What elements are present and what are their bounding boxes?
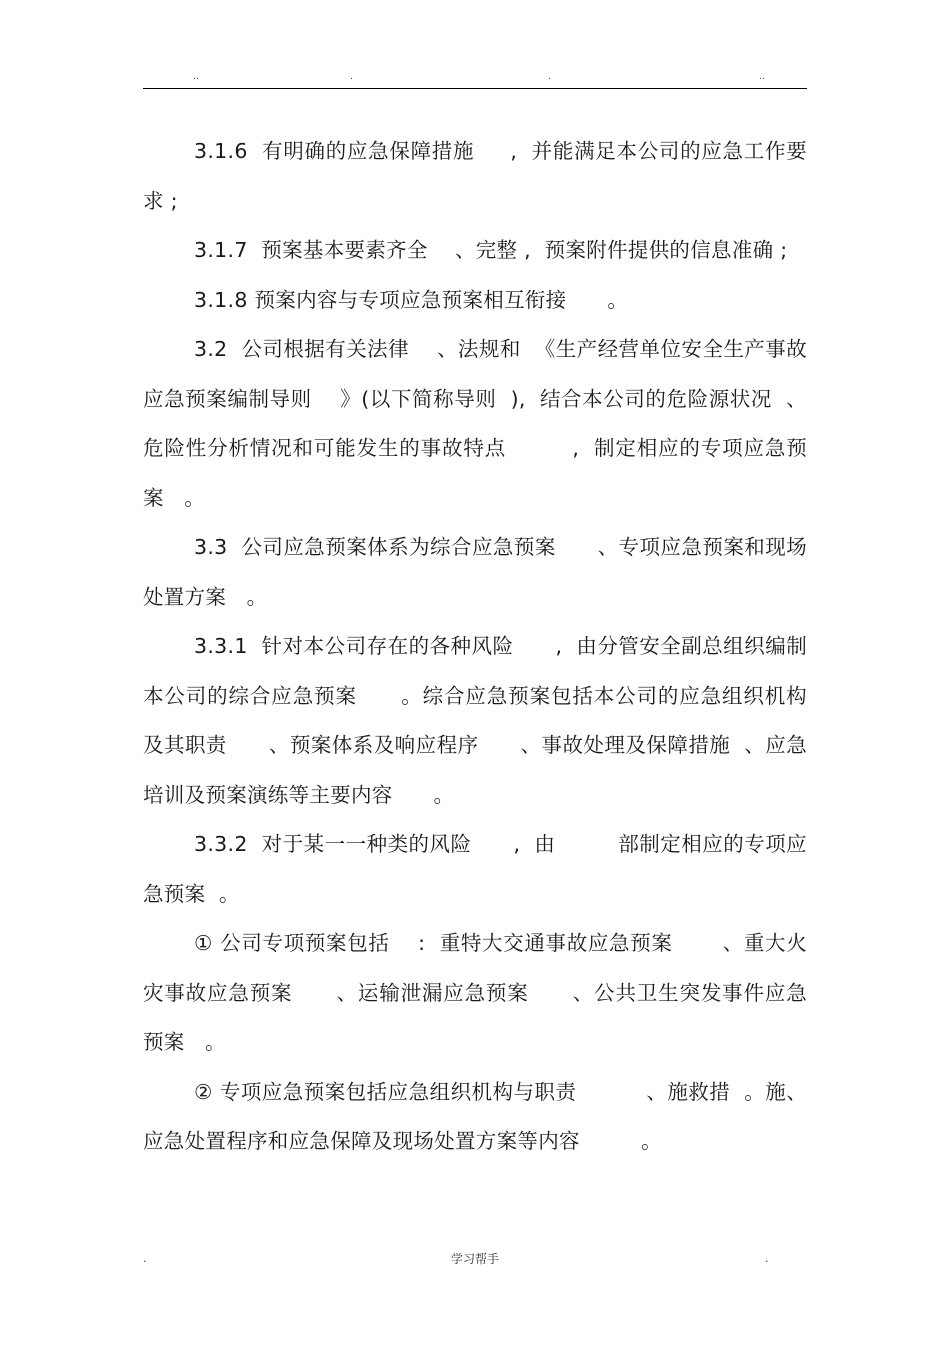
footer-left-mark: . [143, 1252, 147, 1265]
paragraph-item-2: ② 专项应急预案包括应急组织机构与职责 、施救措 。施、应急处置程序和应急保障及现场处置方案等内容 。 [143, 1079, 807, 1153]
paragraph-3-3: 3.3 公司应急预案体系为综合应急预案 、专项应急预案和现场处置方案 。 [143, 535, 807, 609]
header-rule [143, 88, 807, 89]
document-body [143, 127, 807, 1167]
paragraph-3-1-8: 3.1.8 预案内容与专项应急预案相互衔接 。 [194, 287, 629, 312]
header-mark-4: .. [759, 72, 765, 82]
paragraph-3-2: 3.2 公司根据有关法律 、法规和 《生产经营单位安全生产事故应急预案编制导则 》(以下简称导则 ), 结合本公司的危险源状况 、危险性分析情况和可能发生的事故特点 , 制定相应的专项应急预案 。 [143, 337, 807, 510]
page-footer [143, 1250, 807, 1270]
paragraph-item-1: ① 公司专项预案包括 : 重特大交通事故应急预案 、重大火灾事故应急预案 、运输泄漏应急预案 、公共卫生突发事件应急预案 。 [143, 931, 807, 1054]
page-header [143, 72, 807, 88]
paragraph-3-1-6: 3.1.6 有明确的应急保障措施 , 并能满足本公司的应急工作要求 ; [143, 139, 807, 213]
paragraph-3-3-2: 3.3.2 对于某一一种类的风险 , 由 部制定相应的专项应急预案 。 [143, 832, 807, 906]
header-mark-1: .. [193, 72, 199, 82]
footer-right-mark: . [765, 1252, 769, 1265]
header-mark-3: . [548, 72, 551, 82]
header-mark-2: . [350, 72, 353, 82]
paragraph-3-1-7: 3.1.7 预案基本要素齐全 、完整 , 预案附件提供的信息准确 ; [194, 238, 788, 262]
footer-title: 学习帮手 [450, 1252, 499, 1266]
paragraph-3-3-1: 3.3.1 针对本公司存在的各种风险 , 由分管安全副总组织编制本公司的综合应急预案 。综合应急预案包括本公司的应急组织机构及其职责 、预案体系及响应程序 、事故处理及保障措施 、应急培训及预案演练等主要内容 。 [143, 634, 807, 807]
